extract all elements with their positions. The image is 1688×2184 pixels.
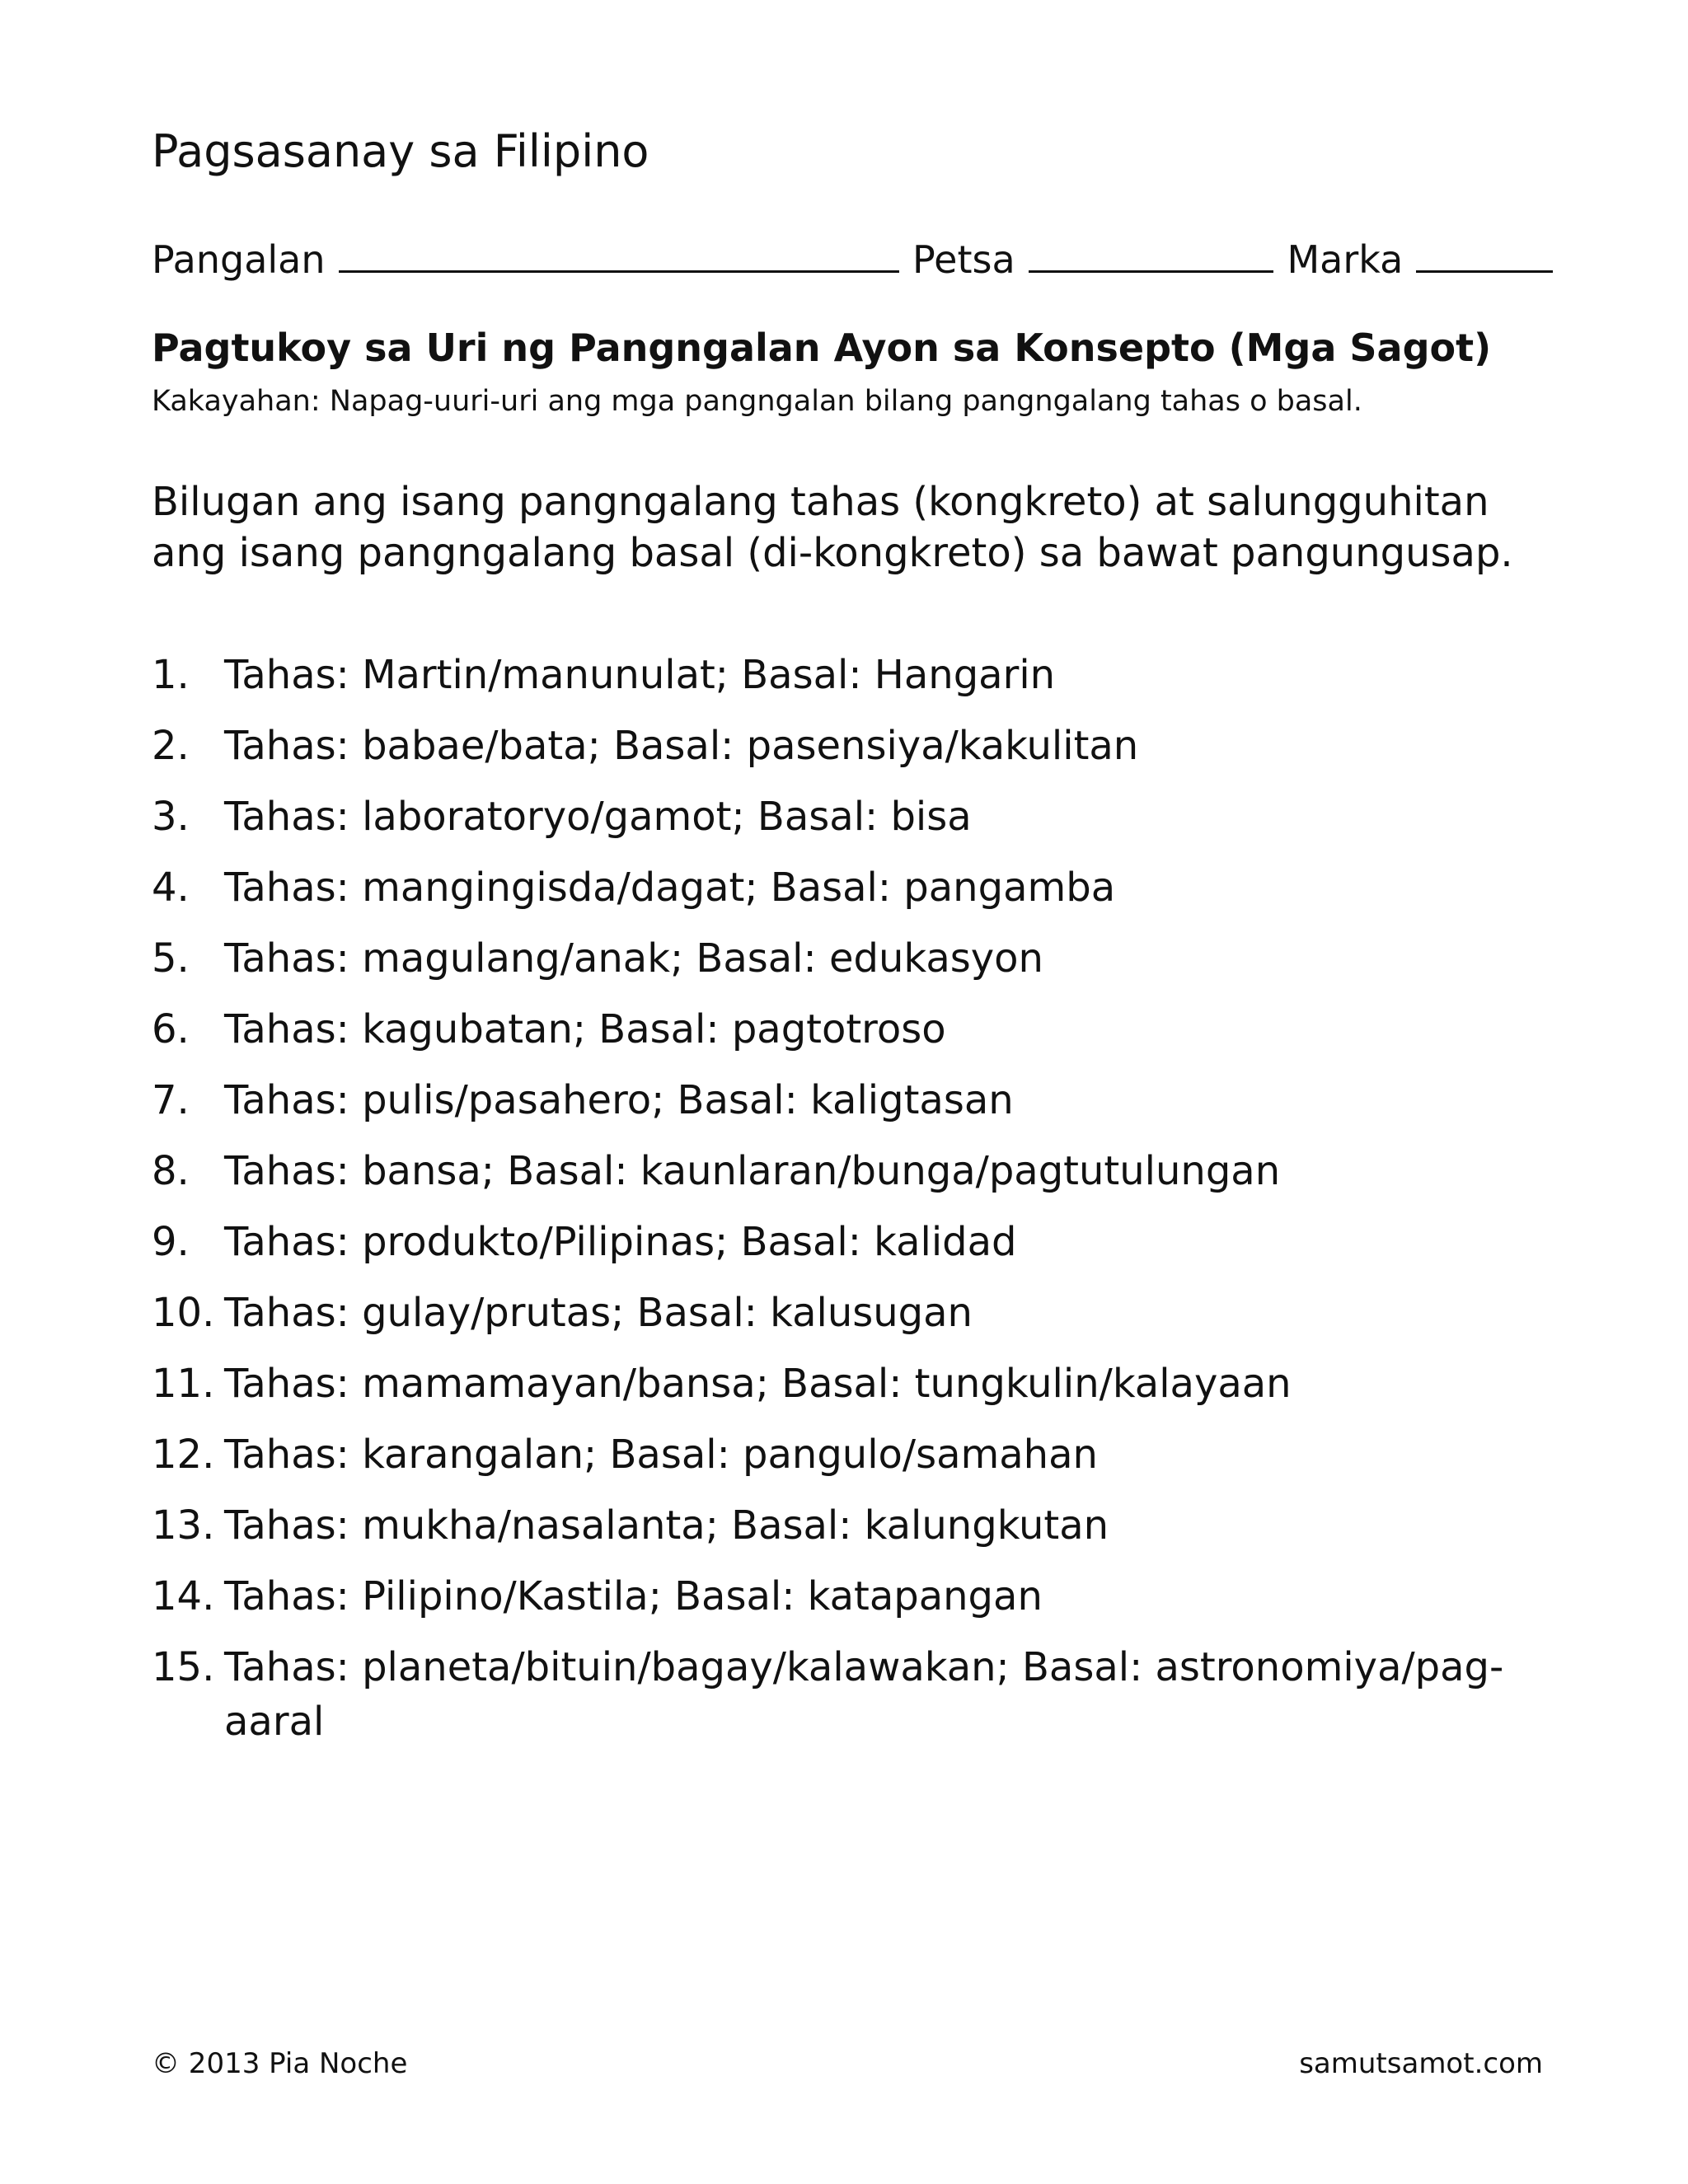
answer-text: Tahas: planeta/bituin/bagay/kalawakan; Basal: astronomiya/pag-aaral: [224, 1644, 1504, 1745]
instructions: Bilugan ang isang pangngalang tahas (kongkreto) at salungguhitan ang isang pangngalang basal (di-kongkreto) sa bawat pangungusap.: [152, 479, 1513, 576]
answer-number: 14.: [152, 1573, 215, 1619]
score-label: Marka: [1287, 237, 1404, 282]
answer-text: Tahas: produkto/Pilipinas; Basal: kalidad: [224, 1219, 1017, 1265]
answer-item: [152, 1215, 1569, 1269]
answer-item: [152, 1569, 1569, 1624]
name-blank-line: [339, 234, 900, 273]
answer-text: Tahas: pulis/pasahero; Basal: kaligtasan: [224, 1077, 1014, 1123]
answer-number: 13.: [152, 1502, 215, 1549]
answer-item: [152, 648, 1569, 702]
answer-text: Tahas: laboratoryo/gamot; Basal: bisa: [224, 794, 972, 840]
answer-item: [152, 1640, 1569, 1749]
answer-text: Tahas: bansa; Basal: kaunlaran/bunga/pagtutulungan: [224, 1148, 1281, 1194]
answer-text: Tahas: Pilipino/Kastila; Basal: katapangan: [224, 1573, 1043, 1619]
answer-text: Tahas: mukha/nasalanta; Basal: kalungkutan: [224, 1502, 1109, 1549]
answer-number: 1.: [152, 652, 190, 698]
answer-number: 7.: [152, 1077, 190, 1123]
copyright-notice: © 2013 Pia Noche: [152, 2047, 408, 2080]
answer-number: 2.: [152, 723, 190, 769]
student-info-fields: [152, 234, 1553, 282]
answer-text: Tahas: gulay/prutas; Basal: kalusugan: [224, 1290, 973, 1336]
answer-item: [152, 1498, 1569, 1553]
page-title: Pagsasanay sa Filipino: [152, 125, 649, 177]
answer-number: 3.: [152, 794, 190, 840]
answer-item: [152, 719, 1569, 773]
date-blank-line: [1029, 234, 1274, 273]
answer-item: [152, 860, 1569, 915]
answer-item: [152, 1286, 1569, 1340]
answer-text: Tahas: Martin/manunulat; Basal: Hangarin: [224, 652, 1056, 698]
answer-item: [152, 1427, 1569, 1482]
answer-number: 15.: [152, 1644, 215, 1690]
worksheet-subtitle: Pagtukoy sa Uri ng Pangngalan Ayon sa Konsepto (Mga Sagot): [152, 326, 1492, 370]
answer-text: Tahas: karangalan; Basal: pangulo/samahan: [224, 1432, 1098, 1478]
answer-text: Tahas: mangingisda/dagat; Basal: pangamba: [224, 865, 1116, 911]
answer-number: 5.: [152, 935, 190, 982]
answer-number: 4.: [152, 865, 190, 911]
answer-number: 11.: [152, 1361, 215, 1407]
score-blank-line: [1416, 234, 1553, 273]
answer-text: Tahas: kagubatan; Basal: pagtotroso: [224, 1006, 946, 1052]
date-label: Petsa: [912, 237, 1015, 282]
answer-item: [152, 1144, 1569, 1198]
website-url: samutsamot.com: [1299, 2047, 1543, 2080]
answer-item: [152, 1357, 1569, 1411]
answer-item: [152, 931, 1569, 986]
answer-text: Tahas: babae/bata; Basal: pasensiya/kakulitan: [224, 723, 1139, 769]
answer-item: [152, 1073, 1569, 1127]
answer-number: 12.: [152, 1432, 215, 1478]
answer-item: [152, 790, 1569, 844]
answer-number: 9.: [152, 1219, 190, 1265]
answer-item: [152, 1002, 1569, 1057]
name-label: Pangalan: [152, 237, 326, 282]
skill-description: Kakayahan: Napag-uuri-uri ang mga pangngalan bilang pangngalang tahas o basal.: [152, 385, 1362, 418]
answer-text: Tahas: magulang/anak; Basal: edukasyon: [224, 935, 1043, 982]
answer-number: 8.: [152, 1148, 190, 1194]
answer-text: Tahas: mamamayan/bansa; Basal: tungkulin/kalayaan: [224, 1361, 1292, 1407]
answer-list: [152, 648, 1569, 1765]
answer-number: 10.: [152, 1290, 215, 1336]
answer-number: 6.: [152, 1006, 190, 1052]
